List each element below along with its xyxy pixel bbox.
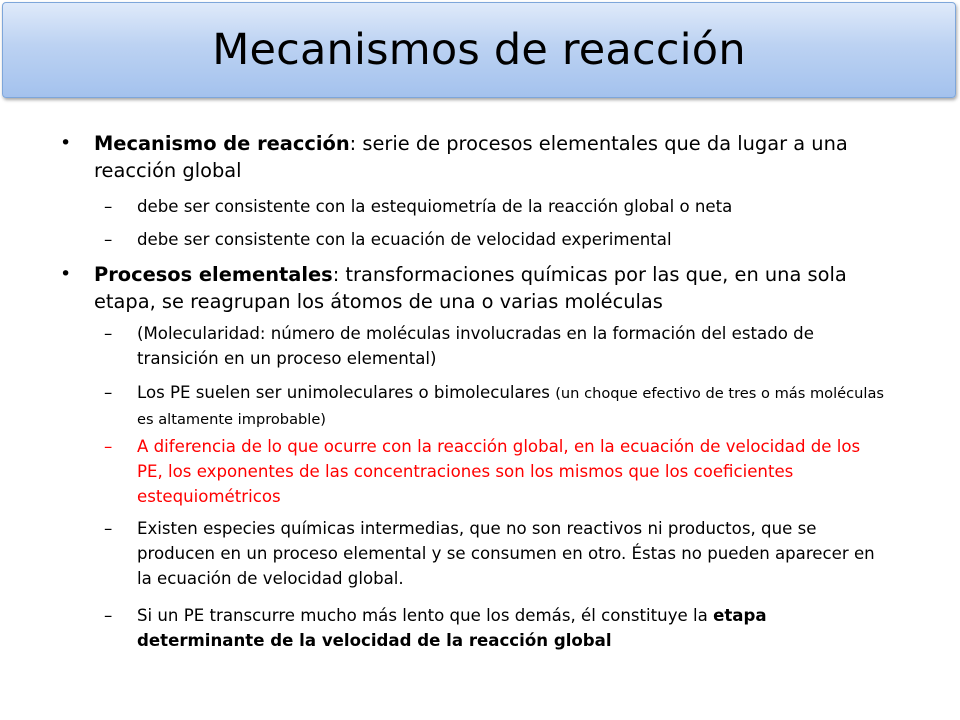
dash-glyph: – [104,519,113,538]
bullet-glyph: • [60,132,72,154]
definition-procesos: : transformaciones químicas por las que, en una sola etapa, se reagrupan los átomos de una o varias moléculas [94,263,847,313]
etapa-text: Si un PE transcurre mucho más lento que los demás, él constituye la [137,606,714,625]
sub-item-exponentes: A diferencia de lo que ocurre con la reacción global, en la ecuación de velocidad de los PE, los exponentes de las concentraciones son los mismos que los coeficientes estequiométricos [137,437,861,506]
sub-item-intermedias: Existen especies químicas intermedias, que no son reactivos ni productos, que se producen en un proceso elemental y se consumen en otro. Éstas no pueden aparecer en la ecuación de velocidad global. [137,519,875,588]
etapa-bold: etapa determinante de la velocidad de la reacción global [137,606,767,650]
dash-glyph: – [104,383,113,402]
dash-glyph: – [104,324,113,343]
term-procesos: Procesos elementales [94,263,333,286]
unimoleculares-note: (un choque efectivo de tres o más moléculas es altamente improbable) [137,385,885,428]
sub-item-molecularidad: (Molecularidad: número de moléculas involucradas en la formación del estado de transición en un proceso elemental) [137,324,814,368]
sub-item-etapa-determinante [137,603,885,653]
dash-glyph: – [104,230,113,249]
bullet-glyph: • [60,263,72,285]
unimoleculares-text: Los PE suelen ser unimoleculares o bimoleculares [137,383,556,402]
sub-item-ecuacion-velocidad: debe ser consistente con la ecuación de velocidad experimental [137,230,672,249]
bullet-procesos [94,261,914,315]
dash-glyph: – [104,437,113,456]
sub-item-estequiometria: debe ser consistente con la estequiometría de la reacción global o neta [137,197,733,216]
slide-title: Mecanismos de reacción [212,25,746,75]
term-mecanismo: Mecanismo de reacción [94,132,350,155]
bullet-mecanismo [94,130,914,184]
dash-glyph: – [104,197,113,216]
sub-item-unimoleculares [137,380,885,432]
definition-mecanismo: : serie de procesos elementales que da lugar a una reacción global [94,132,848,182]
dash-glyph: – [104,606,113,625]
